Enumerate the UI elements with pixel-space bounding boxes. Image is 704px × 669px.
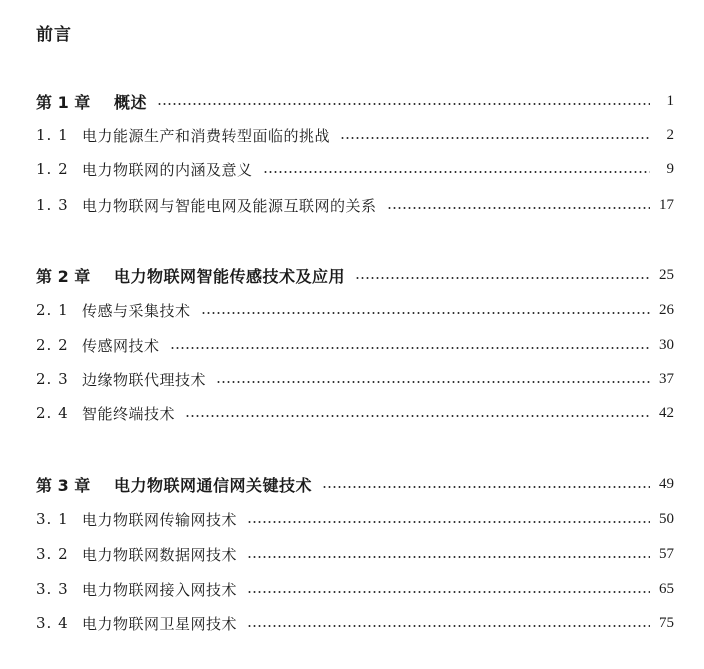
section-title: 智能终端技术 [82,404,176,423]
dot-leader [170,347,650,349]
section-number: 2. 1 [36,301,69,319]
section-title: 电力物联网传输网技术 [82,510,238,529]
chapter-number: 第 3 章 [36,475,91,495]
dot-leader [247,521,650,523]
dot-leader [355,277,650,279]
toc-section-3-4[interactable] [36,610,674,636]
section-number: 3. 1 [36,510,69,528]
page-number: 2 [666,126,674,143]
page-number: 50 [659,510,674,527]
section-number: 1. 2 [36,160,69,178]
page-number: 30 [659,336,674,353]
dot-leader [157,103,650,105]
dot-leader [340,137,650,139]
preface-heading: 前言 [36,25,72,45]
page-number: 9 [666,160,674,177]
page-number: 75 [659,614,674,631]
page-number: 49 [659,475,674,492]
page-number: 57 [659,545,674,562]
section-number: 3. 4 [36,614,69,632]
dot-leader [247,625,650,627]
page-number: 17 [659,196,674,213]
toc-chapter-3[interactable] [36,471,674,497]
section-number: 1. 1 [36,126,69,144]
toc-section-2-3[interactable] [36,366,674,392]
section-title: 电力物联网卫星网技术 [82,614,238,633]
toc-section-3-1[interactable] [36,506,674,532]
toc-section-1-1[interactable] [36,122,674,148]
toc-section-2-1[interactable] [36,297,674,323]
toc-section-2-4[interactable] [36,400,674,426]
page-number: 1 [666,92,674,109]
section-number: 2. 3 [36,370,69,388]
chapter-title: 电力物联网通信网关键技术 [114,475,313,495]
chapter-title: 概述 [114,92,148,112]
toc-section-1-3[interactable] [36,192,674,218]
dot-leader [322,486,650,488]
section-number: 1. 3 [36,196,69,214]
section-number: 3. 3 [36,580,69,598]
toc-section-3-2[interactable] [36,541,674,567]
section-title: 电力物联网数据网技术 [82,545,238,564]
toc-section-2-2[interactable] [36,332,674,358]
page-number: 25 [659,266,674,283]
section-title: 电力能源生产和消费转型面临的挑战 [82,126,331,145]
dot-leader [263,171,650,173]
toc-section-3-3[interactable] [36,576,674,602]
section-title: 电力物联网接入网技术 [82,580,238,599]
toc-section-1-2[interactable] [36,156,674,182]
section-number: 2. 4 [36,404,69,422]
chapter-number: 第 1 章 [36,92,91,112]
page-number: 65 [659,580,674,597]
dot-leader [185,415,650,417]
dot-leader [247,591,650,593]
chapter-title: 电力物联网智能传感技术及应用 [114,266,346,286]
toc-chapter-1[interactable] [36,88,674,114]
dot-leader [247,556,650,558]
dot-leader [216,381,650,383]
dot-leader [387,207,650,209]
section-title: 电力物联网的内涵及意义 [82,160,253,179]
section-title: 电力物联网与智能电网及能源互联网的关系 [82,196,377,215]
page-number: 42 [659,404,674,421]
dot-leader [201,312,650,314]
section-title: 传感网技术 [82,336,160,355]
section-number: 3. 2 [36,545,69,563]
page-number: 37 [659,370,674,387]
section-title: 边缘物联代理技术 [82,370,207,389]
section-number: 2. 2 [36,336,69,354]
chapter-number: 第 2 章 [36,266,91,286]
section-title: 传感与采集技术 [82,301,191,320]
page-number: 26 [659,301,674,318]
toc-chapter-2[interactable] [36,262,674,288]
